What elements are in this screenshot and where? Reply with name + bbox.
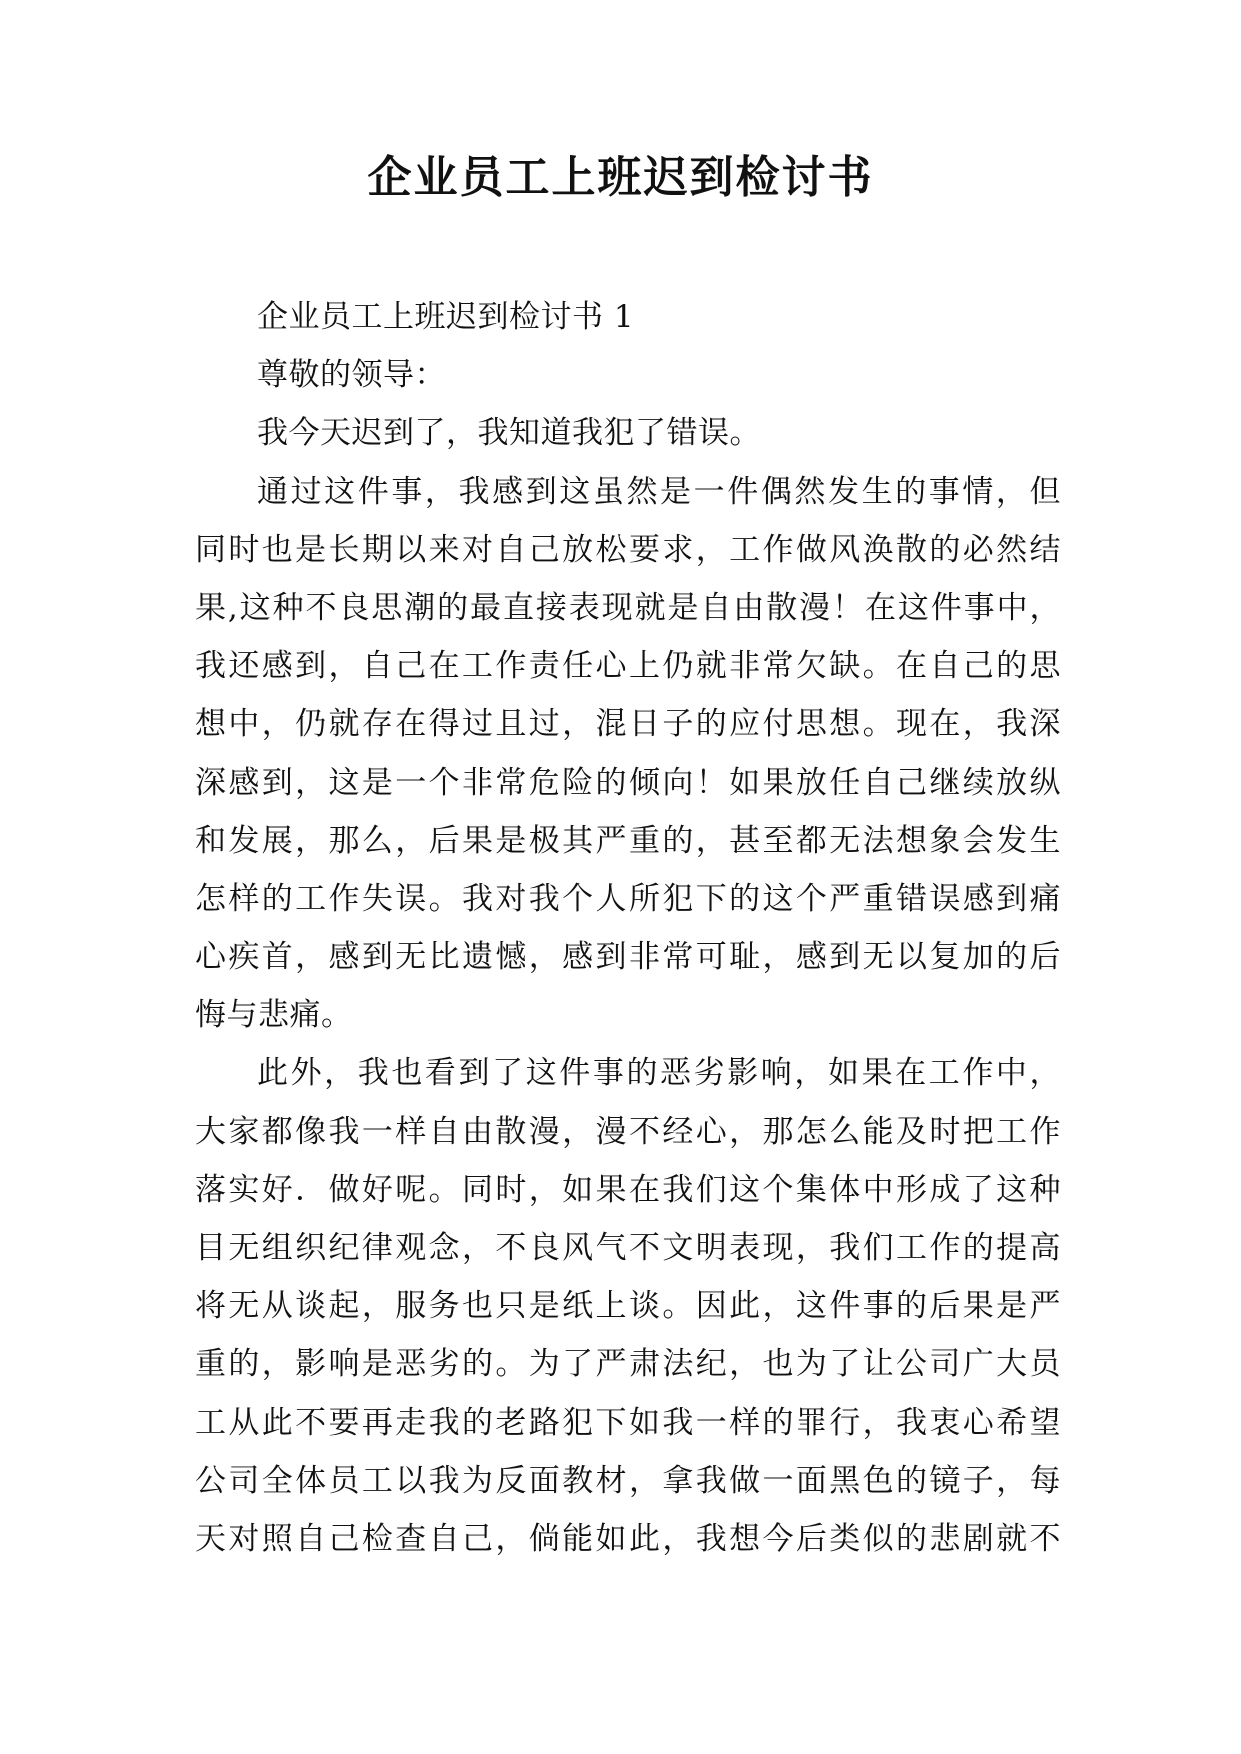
text-line: 重的，影响是恶劣的。为了严肃法纪，也为了让公司广大员 (195, 1346, 1061, 1383)
text-line: 果,这种不良思潮的最直接表现就是自由散漫！在这件事中， (195, 589, 1061, 626)
text-line: 悔与悲痛。 (195, 997, 353, 1034)
document-body (195, 288, 1061, 1568)
text-line: 深感到，这是一个非常危险的倾向！如果放任自己继续放纵 (195, 764, 1061, 801)
text-line: 和发展，那么，后果是极其严重的，甚至都无法想象会发生 (195, 822, 1061, 859)
text-line: 此外，我也看到了这件事的恶劣影响，如果在工作中， (257, 1055, 1061, 1092)
text-line: 我今天迟到了，我知道我犯了错误。 (257, 415, 761, 452)
text-line: 公司全体员工以我为反面教材，拿我做一面黑色的镜子，每 (195, 1462, 1061, 1499)
document-title: 企业员工上班迟到检讨书 (367, 152, 874, 203)
text-line: 同时也是长期以来对自己放松要求，工作做风涣散的必然结 (195, 531, 1061, 568)
text-line: 通过这件事，我感到这虽然是一件偶然发生的事情，但 (257, 473, 1061, 510)
text-line: 企业员工上班迟到检讨书 1 (257, 299, 635, 335)
text-line: 目无组织纪律观念，不良风气不文明表现，我们工作的提高 (195, 1230, 1061, 1266)
text-line: 将无从谈起，服务也只是纸上谈。因此，这件事的后果是严 (195, 1288, 1061, 1325)
text-line: 天对照自己检查自己，倘能如此，我想今后类似的悲剧就不 (195, 1520, 1061, 1557)
text-line: 大家都像我一样自由散漫，漫不经心，那怎么能及时把工作 (195, 1113, 1061, 1150)
text-line: 落实好．做好呢。同时，如果在我们这个集体中形成了这种 (195, 1171, 1061, 1208)
text-line: 想中，仍就存在得过且过，混日子的应付思想。现在，我深 (195, 706, 1061, 743)
text-line: 工从此不要再走我的老路犯下如我一样的罪行，我衷心希望 (195, 1404, 1061, 1441)
text-line: 心疾首，感到无比遗憾，感到非常可耻，感到无以复加的后 (195, 939, 1061, 976)
text-line: 尊敬的领导： (257, 357, 446, 394)
text-line: 怎样的工作失误。我对我个人所犯下的这个严重错误感到痛 (195, 880, 1061, 917)
text-line: 我还感到，自己在工作责任心上仍就非常欠缺。在自己的思 (195, 648, 1061, 685)
